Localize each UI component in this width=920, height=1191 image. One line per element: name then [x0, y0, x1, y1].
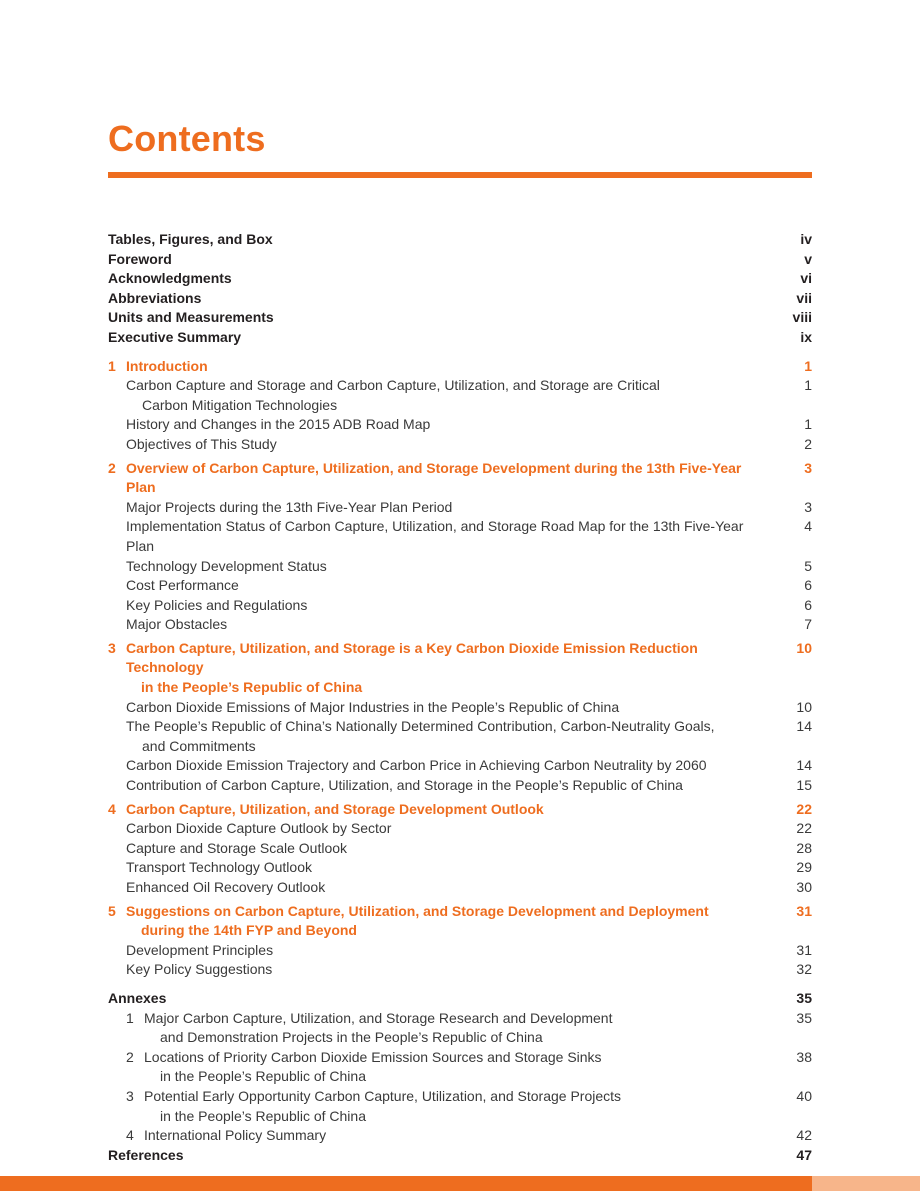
annex-entry[interactable]: 3 Potential Early Opportunity Carbon Capture, Utilization, and Storage Projects in the People’s Republic of China 40	[126, 1087, 812, 1124]
toc-section[interactable]: Carbon Capture and Storage and Carbon Capture, Utilization, and Storage are Critical Carbon Mitigation Technologies 1	[126, 377, 812, 413]
toc-entry[interactable]: Acknowledgments vi	[108, 270, 812, 287]
annex-entry[interactable]: 1 Major Carbon Capture, Utilization, and Storage Research and Development and Demonstration Projects in the People’s Republic of China 35	[126, 1009, 812, 1046]
toc-section[interactable]: Cost Performance 6	[126, 577, 812, 594]
toc-section[interactable]: Major Projects during the 13th Five-Year Plan Period 3	[126, 498, 812, 515]
page-title: Contents	[108, 118, 266, 159]
footer-bar	[0, 1176, 920, 1191]
toc-entry[interactable]: Abbreviations vii	[108, 289, 812, 306]
chapter-heading[interactable]: 5 Suggestions on Carbon Capture, Utilization, and Storage Development and Deployment during the 14th FYP and Beyond 31	[108, 902, 812, 939]
toc-section[interactable]: Development Principles 31	[126, 941, 812, 958]
toc-section[interactable]: Carbon Dioxide Emission Trajectory and Carbon Price in Achieving Carbon Neutrality by 2060 14	[126, 757, 812, 774]
table-of-contents	[108, 230, 812, 1165]
toc-section[interactable]: Carbon Dioxide Emissions of Major Industries in the People’s Republic of China 10	[126, 698, 812, 715]
chapter-heading[interactable]: 4 Carbon Capture, Utilization, and Storage Development Outlook 22	[108, 800, 812, 817]
toc-section[interactable]: Key Policy Suggestions 32	[126, 961, 812, 978]
front-matter	[108, 230, 812, 348]
chapter-heading[interactable]: 2 Overview of Carbon Capture, Utilization, and Storage Development during the 13th Five-Year Plan 3	[108, 459, 812, 496]
toc-entry[interactable]: Tables, Figures, and Box iv	[108, 231, 812, 247]
references-entry[interactable]: References 47	[108, 1146, 812, 1163]
toc-section[interactable]: Implementation Status of Carbon Capture, Utilization, and Storage Road Map for the 13th Five-Year Plan 4	[126, 518, 812, 554]
toc-section[interactable]: Major Obstacles 7	[126, 616, 812, 633]
toc-section[interactable]: Objectives of This Study 2	[126, 435, 812, 452]
toc-section[interactable]: History and Changes in the 2015 ADB Road Map 1	[126, 416, 812, 433]
chapter-heading[interactable]: 1 Introduction 1	[108, 357, 812, 374]
toc-entry[interactable]: Units and Measurements viii	[108, 309, 812, 326]
chapter-heading[interactable]: 3 Carbon Capture, Utilization, and Storage is a Key Carbon Dioxide Emission Reduction Technology in the People’s Republic of China 10	[108, 639, 812, 696]
toc-section[interactable]: Contribution of Carbon Capture, Utilization, and Storage in the People’s Republic of China 15	[126, 777, 812, 794]
toc-entry[interactable]: Foreword v	[108, 250, 812, 267]
annexes-heading[interactable]: Annexes 35	[108, 989, 812, 1006]
toc-section[interactable]: Key Policies and Regulations 6	[126, 596, 812, 613]
toc-section[interactable]: Carbon Dioxide Capture Outlook by Sector 22	[126, 820, 812, 837]
toc-entry[interactable]: Executive Summary ix	[108, 328, 812, 345]
annex-entry[interactable]: 4 International Policy Summary 42	[126, 1127, 812, 1144]
annex-entry[interactable]: 2 Locations of Priority Carbon Dioxide Emission Sources and Storage Sinks in the People’s Republic of China 38	[126, 1048, 812, 1085]
toc-section[interactable]: Technology Development Status 5	[126, 557, 812, 574]
toc-section[interactable]: Enhanced Oil Recovery Outlook 30	[126, 879, 812, 895]
toc-section[interactable]: Capture and Storage Scale Outlook 28	[126, 839, 812, 856]
toc-section[interactable]: The People’s Republic of China’s Nationally Determined Contribution, Carbon-Neutrality Goals, and Commitments 14	[126, 718, 812, 754]
toc-section[interactable]: Transport Technology Outlook 29	[126, 859, 812, 876]
title-rule	[108, 172, 812, 178]
